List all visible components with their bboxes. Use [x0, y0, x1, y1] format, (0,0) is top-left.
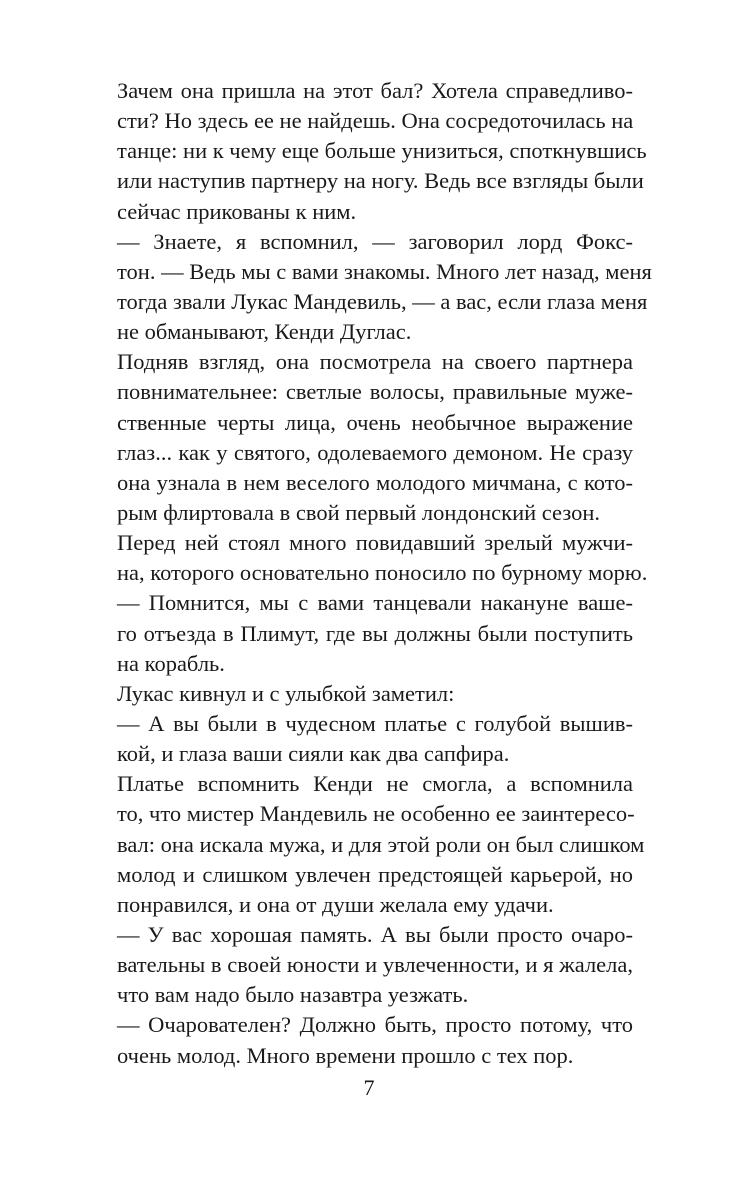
text-line: Зачем она пришла на этот бал? Хотела справедливо- [117, 78, 633, 103]
text-line: го отъезда в Плимут, где вы должны были поступить [117, 620, 633, 646]
text-line: — А вы были в чудесном платье с голубой вышив- [117, 710, 633, 736]
paragraph [117, 769, 645, 920]
text-line: Лукас кивнул и с улыбкой заметил: [117, 680, 455, 706]
paragraph [117, 1010, 633, 1070]
text-line: или наступив партнеру на ногу. Ведь все взгляды были [117, 168, 644, 194]
text-line: рым флиртовала в свой первый лондонский сезон. [117, 499, 600, 525]
text-line: она узнала в нем веселого молодого мичмана, с кото- [117, 469, 633, 495]
text-line: — Знаете, я вспомнил, — заговорил лорд Фокс- [117, 228, 633, 254]
page-text [117, 76, 652, 1071]
page-number: 7 [363, 1075, 375, 1100]
text-line: вательны в своей юности и увлеченности, и я жалела, [117, 952, 633, 978]
text-line: очень молод. Много времени прошло с тех пор. [117, 1042, 574, 1068]
text-line: на корабль. [117, 650, 225, 676]
paragraph [117, 347, 633, 528]
paragraph [117, 709, 633, 769]
text-line: молод и слишком увлечен предстоящей карьерой, но [117, 861, 633, 887]
text-line: танце: ни к чему еще больше унизиться, споткнувшись [117, 138, 647, 164]
text-line: понравился, и она от души желала ему удачи. [117, 891, 554, 917]
text-line: ственные черты лица, очень необычное выражение [117, 409, 633, 435]
paragraph [117, 679, 633, 709]
text-line: Перед ней стоял много повидавший зрелый мужчи- [117, 530, 633, 556]
paragraph [117, 227, 652, 348]
text-line: что вам надо было назавтра уезжать. [117, 982, 469, 1008]
text-line: вал: она искала мужа, и для этой роли он был слишком [117, 831, 645, 857]
text-line: сти? Но здесь ее не найдешь. Она сосредоточилась на [117, 108, 634, 134]
paragraph [117, 528, 648, 588]
text-line: Платье вспомнить Кенди не смогла, а вспомнила [117, 771, 633, 797]
text-line: — Очарователен? Должно быть, просто потому, что [117, 1012, 633, 1038]
text-line: то, что мистер Мандевиль не особенно ее заинтересо- [117, 801, 635, 827]
text-line: на, которого основательно поносило по бурному морю. [117, 560, 648, 586]
text-line: кой, и глаза ваши сияли как два сапфира. [117, 741, 510, 767]
paragraph [117, 920, 633, 1010]
text-line: тогда звали Лукас Мандевиль, — а вас, если глаза меня [117, 288, 648, 314]
text-line: глаз... как у святого, одолеваемого демоном. Не сразу [117, 439, 633, 465]
paragraph [117, 76, 647, 227]
text-line: повнимательнее: светлые волосы, правильные муже- [117, 379, 633, 405]
text-line: — Помнится, мы с вами танцевали накануне ваше- [117, 590, 633, 616]
text-line: — У вас хорошая память. А вы были просто очаро- [117, 921, 633, 947]
paragraph [117, 588, 633, 678]
text-line: Подняв взгляд, она посмотрела на своего партнера [117, 349, 633, 375]
text-line: тон. — Ведь мы с вами знакомы. Много лет назад, меня [117, 258, 652, 284]
text-line: не обманывают, Кенди Дуглас. [117, 319, 412, 345]
text-line: сейчас прикованы к ним. [117, 198, 357, 224]
